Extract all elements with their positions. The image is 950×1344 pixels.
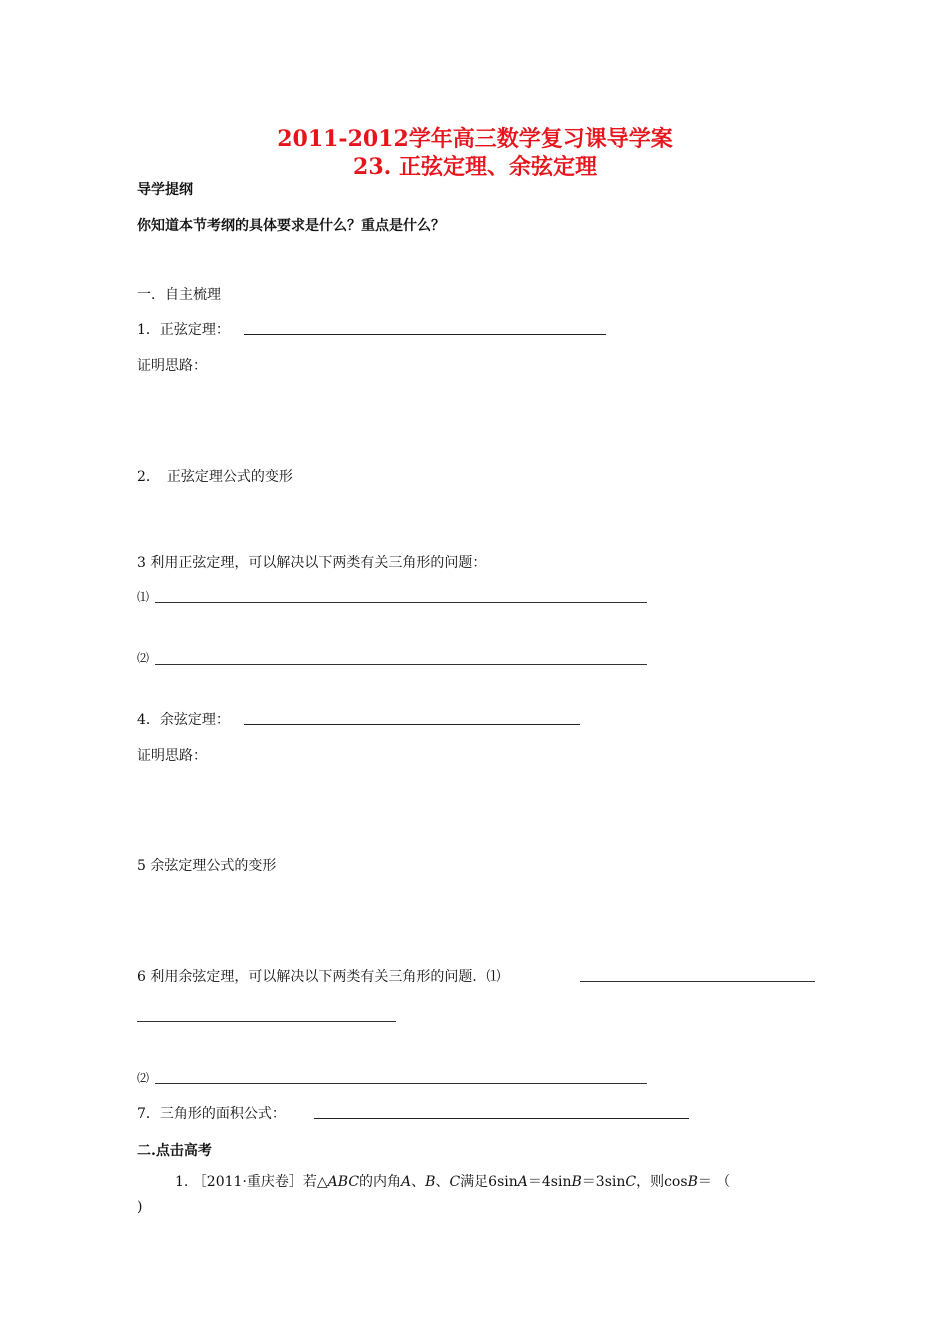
item7-label: 7．三角形的面积公式： — [137, 1106, 286, 1122]
item1-label: 1．正弦定理： — [137, 322, 230, 338]
item1-answer-line[interactable] — [244, 334, 606, 335]
item4-answer-line[interactable] — [244, 724, 580, 725]
guide-heading: 导学提纲 — [137, 182, 193, 198]
item7-answer-line[interactable] — [314, 1118, 689, 1119]
item4-label: 4．余弦定理： — [137, 712, 230, 728]
item6-sub1-answer-line[interactable] — [580, 981, 815, 982]
item3-sub1-marker: ⑴ — [137, 590, 150, 604]
guide-question: 你知道本节考纲的具体要求是什么？重点是什么？ — [137, 218, 445, 234]
doc-title-line2: 23. 正弦定理、余弦定理 — [353, 154, 597, 180]
item6-sub1-answer-line-cont[interactable] — [137, 1021, 396, 1022]
section2-heading: 二.点击高考 — [137, 1143, 212, 1159]
item5-label: 5 余弦定理公式的变形 — [137, 858, 277, 874]
item3-sub2-marker: ⑵ — [137, 651, 150, 665]
item3-label: 3 利用正弦定理，可以解决以下两类有关三角形的问题： — [137, 555, 487, 571]
question1-text: 1. ［2011·重庆卷］若△ABC的内角A、B、C满足6sinA＝4sinB＝3sinC，则cosB＝ （ — [175, 1174, 731, 1190]
section1-heading: 一．自主梳理 — [137, 287, 221, 303]
proof2-label: 证明思路： — [137, 748, 207, 764]
item6-sub2-answer-line[interactable] — [155, 1083, 647, 1084]
item3-sub2-answer-line[interactable] — [155, 664, 647, 665]
doc-title-line1: 2011-2012学年高三数学复习课导学案 — [277, 126, 673, 152]
proof1-label: 证明思路： — [137, 358, 207, 374]
item2-label: 2． 正弦定理公式的变形 — [137, 469, 293, 485]
question1-close-paren: ) — [137, 1199, 143, 1215]
item3-sub1-answer-line[interactable] — [155, 602, 647, 603]
item6-sub2-marker: ⑵ — [137, 1071, 150, 1085]
item6-label: 6 利用余弦定理，可以解决以下两类有关三角形的问题．⑴ — [137, 969, 501, 985]
